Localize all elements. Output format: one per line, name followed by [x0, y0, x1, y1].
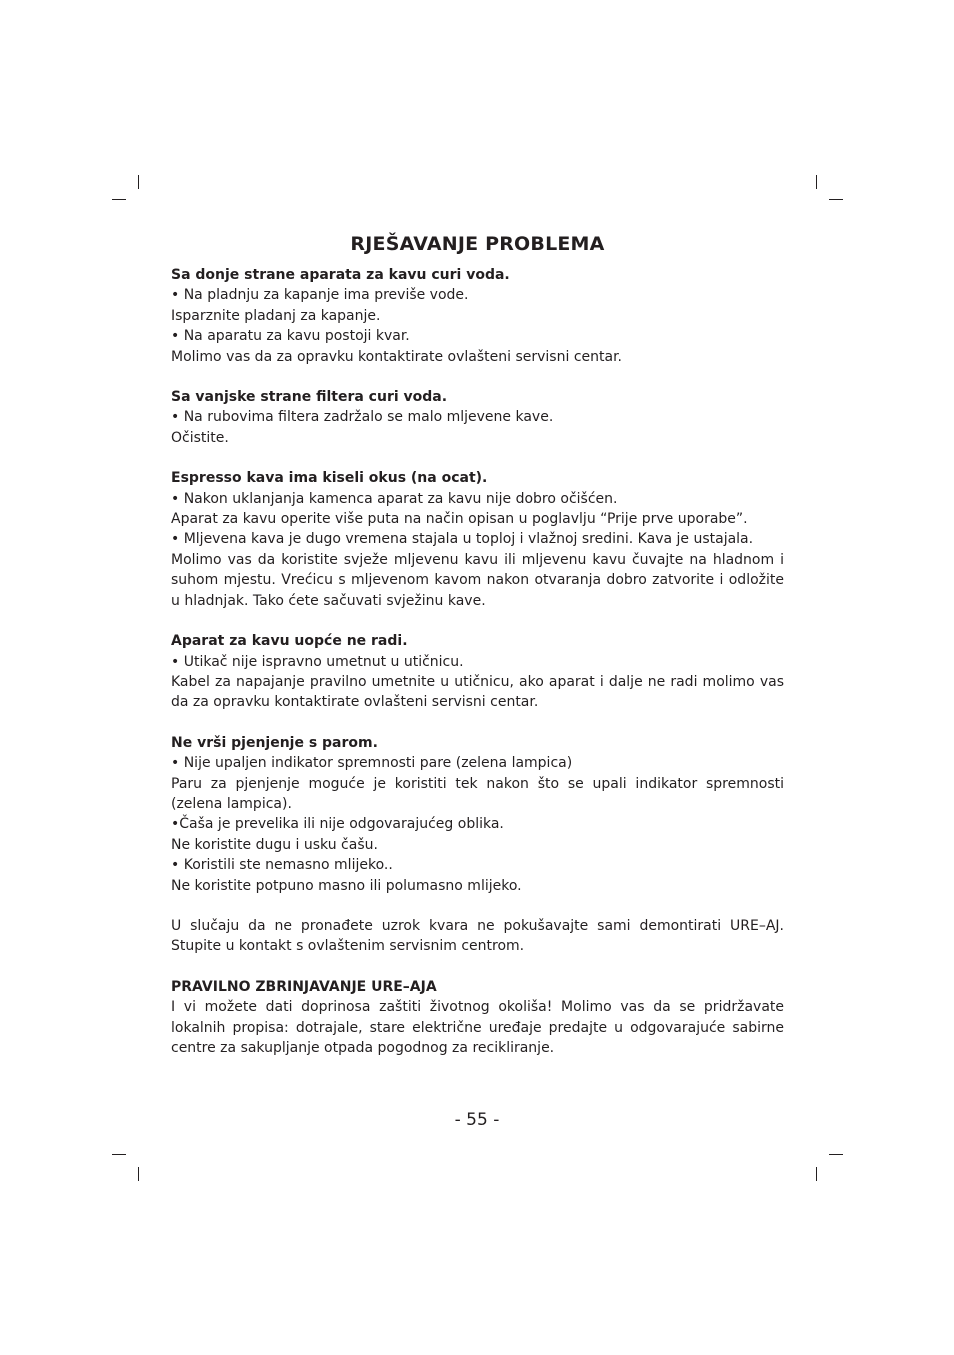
- section-line: Paru za pjenjenje moguće je koristiti tek nakon što se upali indikator spremnosti (zelena lampica).: [171, 775, 784, 812]
- section-line: • Koristili ste nemasno mlijeko..: [171, 857, 393, 874]
- section-line: • Na pladnju za kapanje ima previše vode.: [171, 287, 469, 304]
- section-line: •Čaša je prevelika ili nije odgovarajućeg oblika.: [171, 816, 504, 833]
- section-line: Ne koristite potpuno masno ili polumasno mlijeko.: [171, 877, 522, 894]
- crop-mark-top-left-horizontal: [112, 199, 126, 200]
- crop-mark-bottom-right-horizontal: [829, 1154, 843, 1155]
- section-line: I vi možete dati doprinosa zaštiti životnog okoliša! Molimo vas da se pridržavate lokalnih propisa: dotrajale, stare električne uređaje predajte u odgovarajuće sabirne centre za sakupljanje otpada pogodnog za recikliranje.: [171, 999, 784, 1056]
- section-contact-service: [171, 916, 784, 957]
- crop-mark-top-left-vertical: [138, 175, 139, 189]
- crop-mark-bottom-left-horizontal: [112, 1154, 126, 1155]
- section-sour-taste: [171, 468, 784, 611]
- section-line: • Utikač nije ispravno umetnut u utičnicu.: [171, 653, 464, 670]
- section-line: Isparznite pladanj za kapanje.: [171, 307, 381, 324]
- crop-mark-top-right-horizontal: [829, 199, 843, 200]
- section-heading: Espresso kava ima kiseli okus (na ocat).: [171, 470, 488, 487]
- crop-mark-top-right-vertical: [816, 175, 817, 189]
- section-line: • Nakon uklanjanja kamenca aparat za kavu nije dobro očišćen.: [171, 490, 618, 507]
- section-water-leak-filter: [171, 387, 784, 448]
- section-line: Aparat za kavu operite više puta na način opisan u poglavlju “Prije prve uporabe”.: [171, 511, 748, 528]
- page-content: [171, 230, 784, 1078]
- section-not-working: [171, 631, 784, 713]
- section-heading: Sa donje strane aparata za kavu curi voda.: [171, 267, 510, 283]
- section-line: Ne koristite dugu i usku čašu.: [171, 836, 378, 853]
- section-line: Molimo vas da koristite svježe mljevenu kavu ili mljevenu kavu čuvajte na hladnom i suhom mjestu. Vrećicu s mljevenom kavom nakon otvaranja dobro zatvorite i odložite u hladnjak. Tako ćete sačuvati svježinu kave.: [171, 551, 784, 609]
- section-no-steam-foam: [171, 733, 784, 896]
- section-line: Kabel za napajanje pravilno umetnite u utičnicu, ako aparat i dalje ne radi molimo vas da za opravku kontaktirate ovlašteni servisni centar.: [171, 673, 784, 711]
- page-number: - 55 -: [454, 1110, 500, 1130]
- section-disposal: [171, 977, 784, 1059]
- section-line: U slučaju da ne pronađete uzrok kvara ne pokušavajte sami demontirati URE–AJ. Stupite u kontakt s ovlaštenim servisnim centrom.: [171, 917, 784, 955]
- section-water-leak-bottom: [171, 265, 784, 367]
- section-line: • Nije upaljen indikator spremnosti pare (zelena lampica): [171, 755, 573, 772]
- section-heading: Sa vanjske strane filtera curi voda.: [171, 389, 448, 406]
- crop-mark-bottom-left-vertical: [138, 1167, 139, 1181]
- section-heading: PRAVILNO ZBRINJAVANJE URE–AJA: [171, 978, 437, 995]
- section-heading: Aparat za kavu uopće ne radi.: [171, 633, 408, 650]
- crop-mark-bottom-right-vertical: [816, 1167, 817, 1181]
- section-line: • Na rubovima filtera zadržalo se malo mljevene kave.: [171, 409, 554, 426]
- section-line: • Mljevena kava je dugo vremena stajala u toploj i vlažnoj sredini. Kava je ustajala.: [171, 531, 754, 548]
- page-title: RJEŠAVANJE PROBLEMA: [350, 233, 605, 255]
- section-line: Molimo vas da za opravku kontaktirate ovlašteni servisni centar.: [171, 348, 622, 365]
- section-line: Očistite.: [171, 429, 229, 446]
- section-line: • Na aparatu za kavu postoji kvar.: [171, 328, 410, 345]
- section-heading: Ne vrši pjenjenje s parom.: [171, 734, 378, 751]
